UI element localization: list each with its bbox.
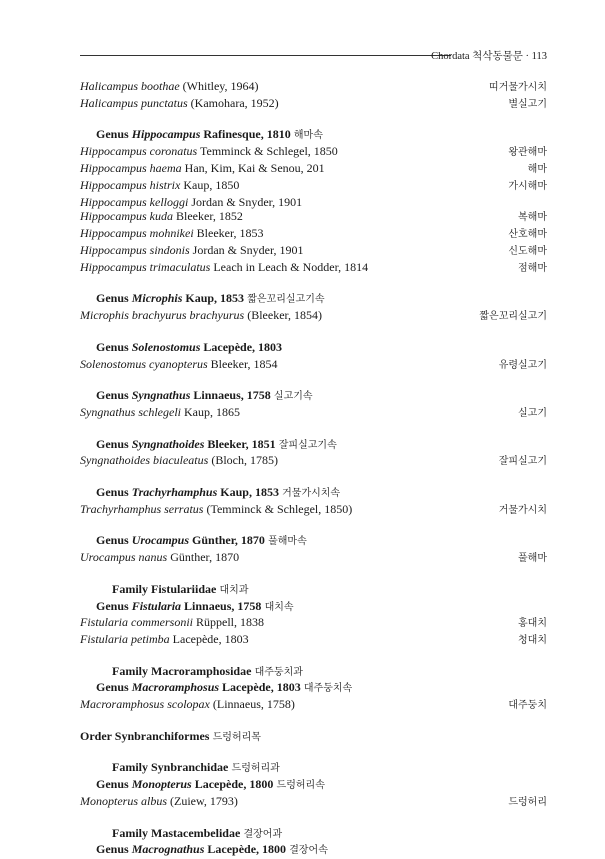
author-citation: Han, Kim, Kai & Senou, 201: [181, 160, 325, 175]
genus-author: Rafinesque, 1810: [200, 127, 291, 142]
species-entry: [80, 405, 547, 422]
species-name: [80, 405, 240, 420]
scientific-name: Macroramphosus scolopax: [80, 697, 210, 712]
species-entry: [80, 79, 547, 96]
species-name: [80, 453, 278, 468]
korean-name: 별실고기: [508, 98, 547, 110]
taxonomy-list: [80, 79, 547, 859]
spacer: [80, 714, 547, 729]
species-name: [80, 308, 322, 323]
species-name: [80, 226, 264, 241]
korean-name: 드렁허리: [508, 797, 547, 809]
genus-name: Trachyrhamphus: [131, 484, 218, 499]
genus-author: Lacepède, 1803: [200, 339, 283, 354]
spacer: [80, 422, 547, 437]
genus-prefix: Genus: [96, 533, 132, 548]
genus-author: Lacepède, 1800: [191, 777, 274, 792]
korean-name: 대치과: [216, 584, 249, 596]
species-entry: [80, 178, 547, 195]
spacer: [80, 649, 547, 664]
korean-name: 잘피실고기속: [275, 439, 337, 451]
order-name: Order Synbranchiformes: [80, 728, 210, 743]
species-name: [80, 144, 338, 159]
species-name: [80, 357, 278, 372]
genus-heading: [80, 842, 547, 859]
korean-name: 홍대치: [518, 618, 547, 630]
scientific-name: Syngnathoides biaculeatus: [80, 453, 209, 468]
species-name: [80, 502, 352, 517]
korean-name: 결장어속: [286, 845, 328, 857]
family-name: Family Synbranchidae: [112, 760, 229, 775]
genus-prefix: Genus: [96, 777, 132, 792]
author-citation: (Zuiew, 1793): [167, 794, 238, 809]
genus-author: Günther, 1870: [189, 533, 265, 548]
species-name: [80, 96, 279, 111]
author-citation: (Bleeker, 1854): [244, 308, 323, 323]
family-heading: [80, 582, 547, 599]
korean-name: 산호해마: [508, 229, 547, 241]
species-name: [80, 243, 304, 258]
genus-name: Macroramphosus: [131, 680, 220, 695]
genus-prefix: Genus: [96, 842, 132, 857]
genus-heading: [80, 599, 547, 616]
family-name: Family Mastacembelidae: [112, 825, 241, 840]
genus-name: Fistularia: [131, 598, 182, 613]
genus-author: Kaup, 1853: [182, 291, 245, 306]
species-entry: [80, 550, 547, 567]
family-name: Family Macroramphosidae: [112, 663, 252, 678]
genus-heading: [80, 680, 547, 697]
genus-heading: [80, 485, 547, 502]
scientific-name: Solenostomus cyanopterus: [80, 356, 208, 371]
genus-prefix: Genus: [96, 291, 132, 306]
scientific-name: Fistularia commersonii: [80, 615, 193, 630]
species-entry: [80, 96, 547, 113]
species-name: [80, 178, 239, 193]
korean-name: 점해마: [518, 262, 547, 274]
korean-name: 대주둥치과: [251, 666, 303, 678]
author-citation: Lacepède, 1803: [169, 632, 249, 647]
korean-name: 풀해마속: [264, 536, 307, 548]
family-heading: [80, 826, 547, 843]
species-entry: [80, 144, 547, 161]
korean-name: 풀해마: [518, 553, 547, 565]
author-citation: Leach in Leach & Nodder, 1814: [210, 259, 369, 274]
scientific-name: Hippocampus kuda: [80, 209, 173, 224]
scientific-name: Hippocampus kelloggi: [80, 194, 189, 209]
author-citation: Bleeker, 1853: [193, 226, 264, 241]
korean-name: 왕관해마: [508, 147, 547, 159]
korean-name: 드렁허리목: [209, 731, 261, 743]
korean-name: 실고기: [518, 407, 547, 419]
scientific-name: Halicampus boothae: [80, 79, 180, 93]
genus-author: Kaup, 1853: [217, 484, 279, 499]
scientific-name: Syngnathus schlegeli: [80, 404, 181, 419]
genus-name: Hippocampus: [131, 127, 201, 142]
species-entry: [80, 502, 547, 519]
korean-name: 해마속: [290, 130, 323, 142]
genus-name: Urocampus: [131, 533, 190, 548]
family-heading: [80, 760, 547, 777]
genus-name: Microphis: [131, 291, 183, 306]
family-heading: [80, 664, 547, 681]
scientific-name: Monopterus albus: [80, 794, 167, 809]
genus-prefix: Genus: [96, 388, 132, 403]
scientific-name: Trachyrhamphus serratus: [80, 501, 204, 516]
species-name: [80, 260, 368, 275]
header-text: Chordata 척삭동물문 · 113: [431, 51, 547, 62]
author-citation: (Temminck & Schlegel, 1850): [203, 501, 353, 516]
spacer: [80, 746, 547, 761]
genus-name: Syngnathoides: [131, 436, 205, 451]
author-citation: Temminck & Schlegel, 1850: [197, 144, 338, 159]
author-citation: (Kamohara, 1952): [187, 95, 279, 110]
spacer: [80, 519, 547, 534]
species-entry: [80, 357, 547, 374]
species-entry: [80, 243, 547, 260]
scientific-name: Urocampus nanus: [80, 550, 168, 565]
spacer: [80, 373, 547, 388]
species-entry: [80, 260, 547, 277]
species-entry: [80, 308, 547, 325]
spacer: [80, 277, 547, 292]
genus-prefix: Genus: [96, 339, 132, 354]
species-name: [80, 79, 259, 94]
species-name: [80, 550, 239, 565]
author-citation: Kaup, 1865: [180, 404, 240, 419]
species-entry: [80, 161, 547, 178]
author-citation: Günther, 1870: [167, 550, 240, 565]
family-name: Family Fistulariidae: [112, 581, 217, 596]
korean-name: 거물가시치: [498, 504, 547, 516]
scientific-name: Halicampus punctatus: [80, 95, 188, 110]
spacer: [80, 470, 547, 485]
spacer: [80, 113, 547, 128]
species-entry: [80, 697, 547, 714]
spacer: [80, 811, 547, 826]
genus-prefix: Genus: [96, 127, 132, 142]
genus-prefix: Genus: [96, 484, 132, 499]
spacer: [80, 325, 547, 340]
species-entry: [80, 794, 547, 811]
korean-name: 유령실고기: [498, 359, 547, 371]
species-entry: [80, 209, 547, 226]
genus-prefix: Genus: [96, 598, 132, 613]
species-name: [80, 697, 295, 712]
korean-name: 드렁허리속: [273, 780, 325, 792]
scientific-name: Hippocampus mohnikei: [80, 226, 194, 241]
running-header: [80, 46, 547, 64]
korean-name: 잘피실고기: [498, 456, 547, 468]
korean-name: 거물가시치속: [278, 487, 341, 499]
species-entry: [80, 195, 547, 210]
korean-name: 짧은꼬리실고기: [479, 311, 547, 323]
genus-heading: [80, 533, 547, 550]
genus-author: Lacepède, 1800: [204, 842, 287, 857]
scientific-name: Microphis brachyurus brachyurus: [80, 308, 245, 323]
species-entry: [80, 453, 547, 470]
header-rule: [80, 55, 451, 56]
genus-name: Solenostomus: [131, 339, 201, 354]
korean-name: 대주둥치속: [300, 683, 353, 695]
author-citation: (Bloch, 1785): [208, 453, 278, 468]
scientific-name: Hippocampus trimaculatus: [80, 259, 211, 274]
author-citation: (Linnaeus, 1758): [209, 697, 295, 712]
genus-author: Linnaeus, 1758: [181, 598, 262, 613]
korean-name: 띠거물가시치: [489, 82, 547, 93]
species-name: [80, 615, 264, 630]
genus-name: Syngnathus: [131, 388, 191, 403]
scientific-name: Hippocampus histrix: [80, 177, 181, 192]
genus-author: Bleeker, 1851: [204, 436, 276, 451]
korean-name: 청대치: [518, 635, 547, 647]
author-citation: (Whitley, 1964): [179, 79, 259, 93]
genus-name: Monopterus: [131, 777, 192, 792]
author-citation: Bleeker, 1852: [173, 209, 243, 224]
korean-name: 대치속: [261, 601, 294, 613]
author-citation: Bleeker, 1854: [207, 356, 278, 371]
scientific-name: Hippocampus haema: [80, 160, 182, 175]
genus-heading: [80, 340, 547, 357]
korean-name: 결장어과: [240, 828, 283, 840]
korean-name: 대주둥치: [508, 700, 547, 712]
species-entry: [80, 226, 547, 243]
korean-name: 실고기속: [270, 391, 313, 403]
korean-name: 신도해마: [508, 245, 547, 257]
species-entry: [80, 632, 547, 649]
species-entry: [80, 615, 547, 632]
scientific-name: Hippocampus sindonis: [80, 242, 190, 257]
genus-heading: [80, 291, 547, 308]
genus-heading: [80, 127, 547, 144]
genus-prefix: Genus: [96, 436, 132, 451]
korean-name: 짧은꼬리실고기속: [244, 294, 325, 306]
genus-author: Linnaeus, 1758: [190, 388, 271, 403]
species-name: [80, 794, 238, 809]
korean-name: 해마: [527, 163, 547, 175]
genus-heading: [80, 437, 547, 454]
spacer: [80, 567, 547, 582]
genus-author: Lacepède, 1803: [219, 680, 301, 695]
species-name: [80, 195, 302, 210]
korean-name: 복해마: [518, 212, 547, 224]
genus-heading: [80, 388, 547, 405]
order-heading: [80, 729, 547, 746]
species-name: [80, 161, 325, 176]
author-citation: Jordan & Snyder, 1901: [189, 242, 304, 257]
author-citation: Rüppell, 1838: [193, 615, 264, 630]
korean-name: 가시해마: [508, 180, 547, 192]
species-name: [80, 209, 243, 224]
genus-prefix: Genus: [96, 680, 132, 695]
scientific-name: Hippocampus coronatus: [80, 144, 198, 159]
genus-name: Macrognathus: [131, 842, 205, 857]
korean-name: 드렁허리과: [228, 763, 280, 775]
genus-heading: [80, 777, 547, 794]
author-citation: Jordan & Snyder, 1901: [188, 194, 303, 209]
author-citation: Kaup, 1850: [180, 177, 240, 192]
species-name: [80, 632, 249, 647]
scientific-name: Fistularia petimba: [80, 632, 170, 647]
